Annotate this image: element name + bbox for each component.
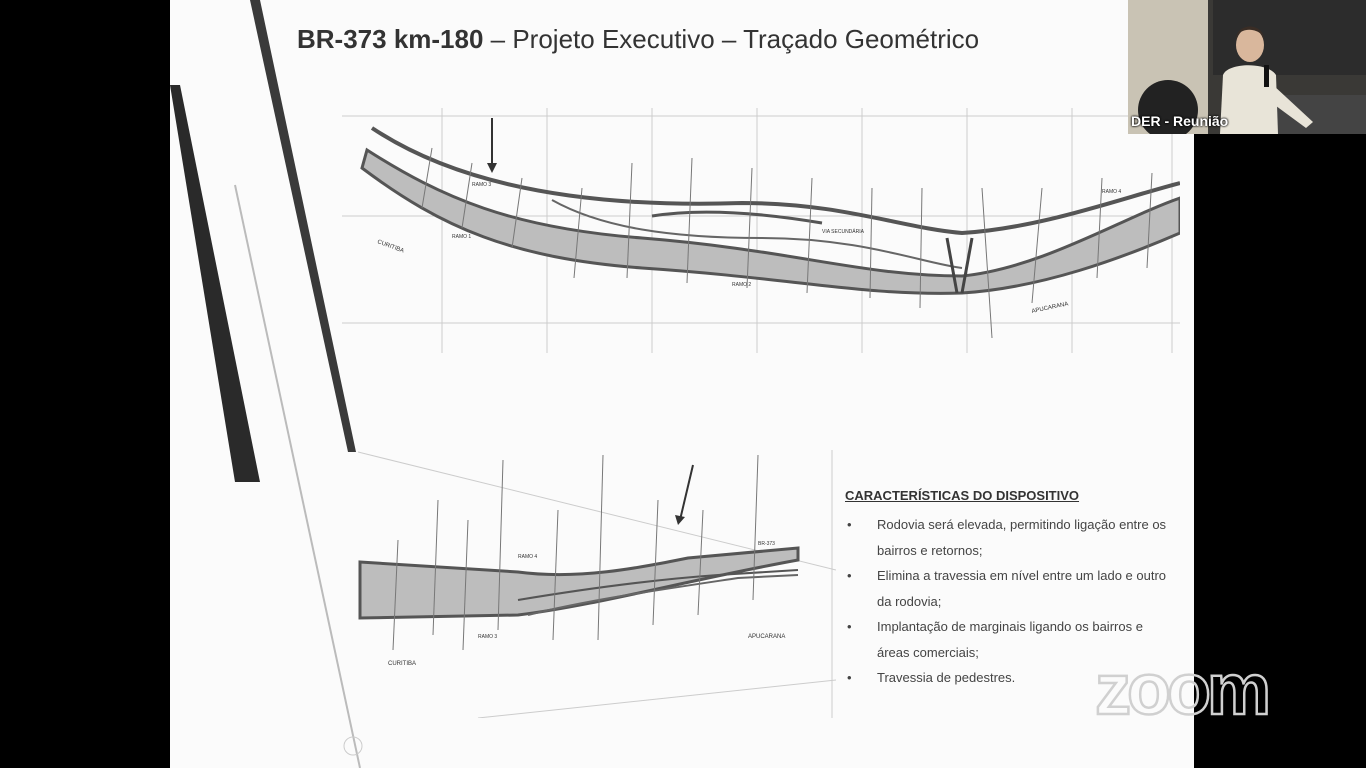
zoom-watermark-text: zoom: [1095, 662, 1267, 728]
characteristics-item: • Travessia de pedestres.: [845, 665, 1175, 691]
characteristics-panel: [845, 488, 1175, 691]
characteristics-item: • Implantação de marginais ligando os bairros e áreas comerciais;: [845, 614, 1175, 665]
characteristics-item: • Elimina a travessia em nível entre um lado e outro da rodovia;: [845, 563, 1175, 614]
bottom-label-curitiba: CURITIBA: [388, 661, 417, 667]
bottom-label-ramo3: RAMO 3: [478, 634, 498, 640]
bottom-road-plan-drawing: [358, 450, 836, 718]
top-label-via-secundaria: VIA SECUNDÁRIA: [822, 229, 864, 235]
characteristics-heading: CARACTERÍSTICAS DO DISPOSITIVO: [845, 488, 1080, 503]
presentation-slide: [170, 0, 1194, 768]
characteristics-item: • Rodovia será elevada, permitindo ligação entre os bairros e retornos;: [845, 512, 1175, 563]
slide-title-rest: – Projeto Executivo – Traçado Geométrico: [483, 24, 980, 54]
top-label-ramo1: RAMO 1: [452, 234, 472, 240]
zoom-watermark-logo: [1095, 662, 1315, 728]
slide-title-bold: BR-373 km-180: [297, 24, 484, 54]
top-label-ramo4: RAMO 4: [1102, 189, 1122, 195]
bottom-label-br373: BR-373: [758, 541, 775, 547]
bottom-label-apucarana: APUCARANA: [748, 634, 786, 640]
bottom-label-ramo4: RAMO 4: [518, 554, 538, 560]
participant-name-label: DER - Reunião: [1131, 113, 1229, 129]
top-label-ramo3: RAMO 3: [472, 182, 492, 188]
slide-title: [297, 24, 979, 55]
top-road-plan-svg: [342, 108, 1180, 353]
top-road-plan-drawing: [342, 108, 1180, 353]
top-label-curitiba: CURITIBA: [376, 239, 405, 255]
top-label-apucarana: APUCARANA: [1031, 301, 1069, 315]
participant-video-tile[interactable]: [1128, 0, 1366, 134]
bottom-road-plan-svg: [358, 450, 836, 718]
top-label-ramo2: RAMO 2: [732, 282, 752, 288]
